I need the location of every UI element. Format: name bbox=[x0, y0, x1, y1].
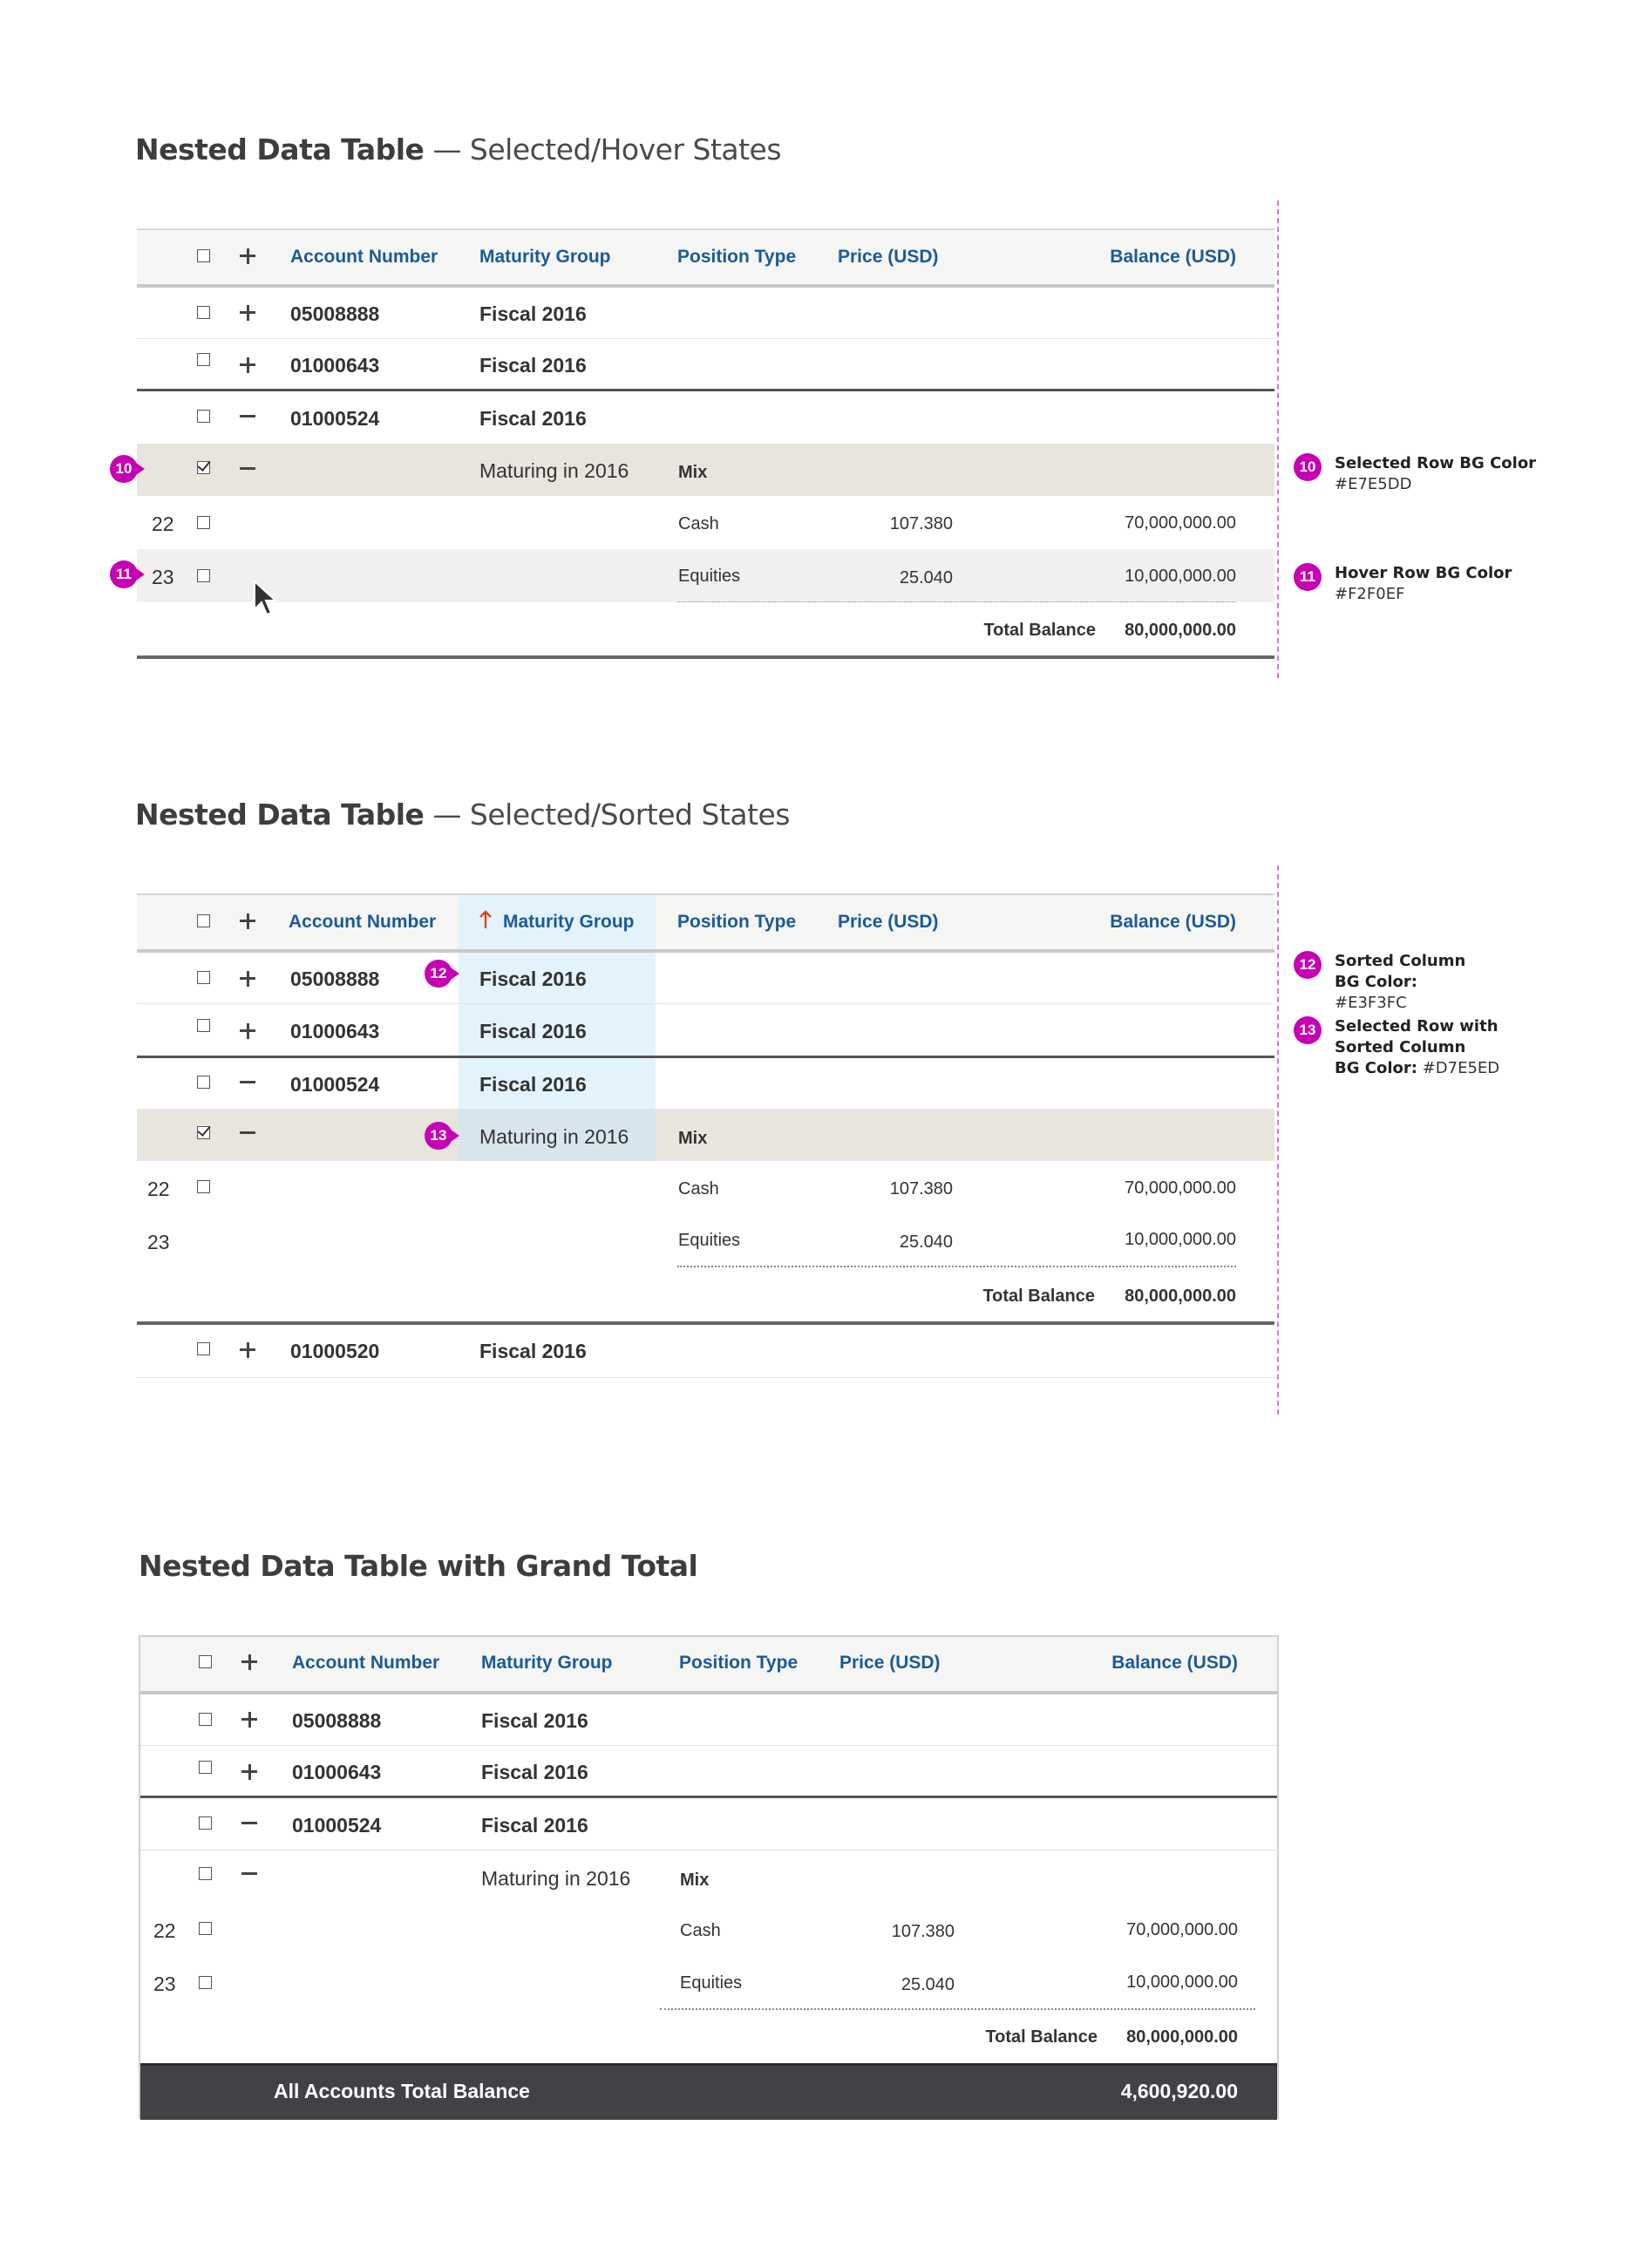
balance: 70,000,000.00 bbox=[1125, 1178, 1236, 1198]
position-type: Mix bbox=[678, 463, 708, 482]
row-checkbox[interactable] bbox=[197, 1342, 210, 1355]
section-title-grand-total bbox=[139, 1549, 697, 1583]
annotation-value: #D7E5ED bbox=[1422, 1059, 1500, 1077]
table-row-detail[interactable] bbox=[137, 496, 1274, 549]
maturity-group: Fiscal 2016 bbox=[479, 1340, 587, 1362]
subtotal-row bbox=[137, 1267, 1274, 1321]
table-header bbox=[137, 893, 1274, 951]
row-index: 22 bbox=[153, 1919, 176, 1942]
maturity-group: Fiscal 2016 bbox=[479, 1020, 587, 1042]
maturity-group: Fiscal 2016 bbox=[481, 1761, 588, 1783]
select-all-checkbox[interactable] bbox=[197, 249, 210, 262]
annotation-label: BG Color: bbox=[1335, 1059, 1417, 1077]
expand-all-icon[interactable] bbox=[239, 913, 256, 930]
maturity-group: Maturing in 2016 bbox=[479, 1125, 629, 1148]
annotation-value: #E7E5DD bbox=[1335, 475, 1412, 493]
header-position-type[interactable]: Position Type bbox=[677, 912, 797, 932]
guide-line bbox=[1277, 200, 1279, 678]
sort-ascending-arrow-icon[interactable] bbox=[479, 910, 493, 929]
header-maturity-group[interactable]: Maturity Group bbox=[503, 912, 635, 932]
annotation-label: Sorted Column bbox=[1335, 952, 1466, 970]
row-checkbox[interactable] bbox=[197, 1076, 210, 1089]
expand-icon[interactable] bbox=[239, 304, 256, 322]
row-checkbox[interactable] bbox=[199, 1816, 212, 1830]
collapse-icon[interactable] bbox=[239, 1124, 256, 1142]
subtotal-row bbox=[137, 603, 1274, 655]
table-row-expanded[interactable] bbox=[137, 391, 1274, 444]
account-number: 01000643 bbox=[290, 1020, 380, 1042]
row-checkbox[interactable] bbox=[197, 569, 210, 582]
title-rest: — Selected/Sorted States bbox=[424, 798, 791, 832]
maturity-group: Maturing in 2016 bbox=[479, 459, 629, 482]
expand-icon[interactable] bbox=[241, 1711, 258, 1728]
balance: 70,000,000.00 bbox=[1125, 513, 1236, 533]
table-row[interactable] bbox=[137, 953, 1274, 1004]
table-row-selected[interactable] bbox=[137, 1109, 1274, 1161]
row-index: 22 bbox=[152, 513, 174, 535]
row-checkbox[interactable] bbox=[197, 1180, 210, 1193]
account-number: 05008888 bbox=[290, 968, 380, 990]
nested-table-hover bbox=[137, 228, 1274, 664]
header-price[interactable]: Price (USD) bbox=[838, 247, 939, 267]
row-checkbox-checked[interactable] bbox=[197, 461, 210, 474]
table-header bbox=[140, 1637, 1277, 1691]
expand-all-icon[interactable] bbox=[241, 1653, 258, 1671]
nested-table-sorted bbox=[137, 893, 1274, 1382]
collapse-icon[interactable] bbox=[241, 1865, 258, 1883]
annotation-sorted-column bbox=[1335, 951, 1465, 1014]
header-balance[interactable]: Balance (USD) bbox=[1111, 1653, 1238, 1673]
maturity-group: Fiscal 2016 bbox=[479, 1073, 587, 1096]
select-all-checkbox[interactable] bbox=[197, 914, 210, 927]
position-type: Cash bbox=[678, 514, 719, 533]
grand-total-label: All Accounts Total Balance bbox=[274, 2080, 530, 2102]
collapse-icon[interactable] bbox=[239, 1074, 256, 1091]
badge-13: 13 bbox=[425, 1122, 452, 1150]
maturity-group: Fiscal 2016 bbox=[479, 968, 587, 990]
subtotal-row bbox=[140, 2010, 1277, 2062]
annotation-label: Sorted Column bbox=[1335, 1038, 1466, 1056]
total-value: 80,000,000.00 bbox=[1125, 1287, 1236, 1306]
annotation-selected-row bbox=[1335, 453, 1536, 495]
account-number: 01000520 bbox=[290, 1340, 380, 1362]
badge-11: 11 bbox=[110, 560, 138, 588]
expand-icon[interactable] bbox=[239, 970, 256, 988]
row-index: 22 bbox=[147, 1178, 170, 1200]
total-label: Total Balance bbox=[983, 621, 1096, 640]
title-bold: Nested Data Table bbox=[135, 798, 425, 832]
balance: 10,000,000.00 bbox=[1126, 1973, 1238, 1992]
header-maturity-group[interactable]: Maturity Group bbox=[479, 247, 611, 267]
maturity-group: Fiscal 2016 bbox=[479, 407, 587, 430]
table-header bbox=[137, 228, 1274, 286]
annotation-value: #E3F3FC bbox=[1335, 994, 1407, 1012]
nested-table-grand-total bbox=[139, 1635, 1279, 2119]
annotation-label: Hover Row BG Color bbox=[1335, 564, 1512, 582]
header-balance[interactable]: Balance (USD) bbox=[1110, 247, 1236, 267]
row-checkbox[interactable] bbox=[197, 516, 210, 529]
price: 107.380 bbox=[889, 1179, 953, 1199]
table-bottom-border bbox=[137, 655, 1274, 659]
header-account-number[interactable]: Account Number bbox=[292, 1653, 440, 1673]
header-position-type[interactable]: Position Type bbox=[679, 1653, 799, 1673]
maturity-group: Fiscal 2016 bbox=[479, 354, 587, 377]
annotation-label: Selected Row BG Color bbox=[1335, 454, 1537, 472]
annotation-label: Selected Row with bbox=[1335, 1017, 1498, 1036]
position-type: Mix bbox=[678, 1129, 708, 1148]
expand-icon[interactable] bbox=[241, 1763, 258, 1781]
annotation-badge-13: 13 bbox=[1294, 1016, 1322, 1044]
position-type: Equities bbox=[680, 1973, 743, 1993]
row-index: 23 bbox=[152, 566, 174, 588]
maturity-group: Fiscal 2016 bbox=[481, 1814, 588, 1837]
price: 107.380 bbox=[889, 514, 953, 533]
title-bold: Nested Data Table with Grand Total bbox=[139, 1549, 698, 1583]
expand-icon[interactable] bbox=[239, 356, 256, 374]
annotation-value: #F2F0EF bbox=[1335, 585, 1405, 603]
total-value: 80,000,000.00 bbox=[1125, 621, 1236, 640]
header-price[interactable]: Price (USD) bbox=[839, 1653, 941, 1673]
section-title-sorted bbox=[135, 798, 790, 832]
position-type: Mix bbox=[680, 1871, 710, 1890]
account-number: 05008888 bbox=[290, 302, 380, 325]
maturity-group: Maturing in 2016 bbox=[481, 1867, 631, 1890]
table-row[interactable] bbox=[137, 339, 1274, 389]
row-checkbox[interactable] bbox=[197, 971, 210, 984]
account-number: 01000643 bbox=[290, 354, 380, 377]
price: 25.040 bbox=[900, 1975, 955, 1994]
table-row-expanded[interactable] bbox=[137, 1058, 1274, 1109]
mouse-pointer-icon bbox=[253, 580, 279, 618]
maturity-group: Fiscal 2016 bbox=[481, 1709, 588, 1732]
balance: 70,000,000.00 bbox=[1126, 1920, 1238, 1939]
subtotal-divider bbox=[677, 601, 1236, 602]
row-checkbox[interactable] bbox=[199, 1761, 212, 1774]
section-title-hover bbox=[135, 132, 781, 166]
row-checkbox[interactable] bbox=[199, 1713, 212, 1726]
table-row-detail[interactable] bbox=[140, 1903, 1277, 1955]
position-type: Cash bbox=[680, 1921, 721, 1940]
guide-line bbox=[1277, 866, 1279, 1415]
position-type: Equities bbox=[678, 1231, 741, 1250]
table-row[interactable] bbox=[140, 1694, 1277, 1746]
account-number: 01000643 bbox=[292, 1761, 382, 1783]
header-position-type[interactable]: Position Type bbox=[677, 247, 797, 267]
account-number: 01000524 bbox=[290, 1073, 380, 1096]
table-row-detail[interactable] bbox=[137, 1161, 1274, 1213]
total-label: Total Balance bbox=[982, 1287, 1095, 1306]
annotation-hover-row bbox=[1335, 563, 1512, 605]
table-row-expanded[interactable] bbox=[140, 1798, 1277, 1850]
collapse-icon[interactable] bbox=[239, 408, 256, 425]
row-index: 23 bbox=[153, 1973, 176, 1995]
balance: 10,000,000.00 bbox=[1125, 567, 1236, 586]
badge-12: 12 bbox=[425, 960, 452, 988]
table-row-detail[interactable] bbox=[137, 1213, 1274, 1266]
price: 107.380 bbox=[891, 1922, 955, 1941]
header-account-number[interactable]: Account Number bbox=[289, 912, 437, 932]
select-all-checkbox[interactable] bbox=[199, 1655, 212, 1668]
table-row-subgroup[interactable] bbox=[140, 1850, 1277, 1903]
position-type: Equities bbox=[678, 567, 741, 586]
row-checkbox[interactable] bbox=[197, 1019, 210, 1032]
badge-10: 10 bbox=[110, 455, 138, 483]
row-checkbox[interactable] bbox=[197, 306, 210, 319]
header-price[interactable]: Price (USD) bbox=[838, 912, 939, 932]
expand-icon[interactable] bbox=[239, 1341, 256, 1359]
header-balance[interactable]: Balance (USD) bbox=[1110, 912, 1236, 932]
expand-all-icon[interactable] bbox=[239, 248, 256, 265]
annotation-label: BG Color: bbox=[1335, 973, 1417, 991]
annotation-badge-12: 12 bbox=[1294, 951, 1322, 979]
position-type: Cash bbox=[678, 1179, 719, 1199]
row-checkbox[interactable] bbox=[199, 1922, 212, 1935]
annotation-badge-10: 10 bbox=[1294, 453, 1322, 481]
header-account-number[interactable]: Account Number bbox=[290, 247, 438, 267]
row-index: 23 bbox=[147, 1231, 170, 1253]
grand-total-value: 4,600,920.00 bbox=[1120, 2080, 1238, 2102]
collapse-icon[interactable] bbox=[239, 460, 256, 478]
table-row[interactable] bbox=[137, 288, 1274, 339]
row-checkbox[interactable] bbox=[197, 353, 210, 366]
row-checkbox-checked[interactable] bbox=[197, 1126, 210, 1139]
total-value: 80,000,000.00 bbox=[1126, 2027, 1238, 2047]
header-maturity-group[interactable]: Maturity Group bbox=[481, 1653, 613, 1673]
table-row[interactable] bbox=[140, 1746, 1277, 1796]
row-checkbox[interactable] bbox=[197, 410, 210, 423]
table-row[interactable] bbox=[137, 1004, 1274, 1056]
account-number: 05008888 bbox=[292, 1709, 382, 1732]
account-number: 01000524 bbox=[290, 407, 380, 430]
account-number: 01000524 bbox=[292, 1814, 382, 1837]
annotation-badge-11: 11 bbox=[1294, 563, 1322, 591]
price: 25.040 bbox=[899, 568, 953, 587]
table-row-selected[interactable] bbox=[137, 444, 1274, 496]
table-row[interactable] bbox=[137, 1325, 1274, 1378]
annotation-selected-sorted bbox=[1335, 1016, 1499, 1079]
table-row-hover[interactable] bbox=[137, 549, 1274, 602]
title-rest: — Selected/Hover States bbox=[424, 132, 782, 166]
maturity-group: Fiscal 2016 bbox=[479, 302, 587, 325]
row-checkbox[interactable] bbox=[199, 1976, 212, 1989]
table-row-detail[interactable] bbox=[140, 1955, 1277, 2008]
expand-icon[interactable] bbox=[239, 1022, 256, 1040]
balance: 10,000,000.00 bbox=[1125, 1230, 1236, 1249]
price: 25.040 bbox=[899, 1232, 953, 1252]
grand-total-row bbox=[140, 2063, 1277, 2120]
collapse-icon[interactable] bbox=[241, 1815, 258, 1832]
total-label: Total Balance bbox=[985, 2027, 1098, 2047]
row-checkbox[interactable] bbox=[199, 1867, 212, 1880]
title-bold: Nested Data Table bbox=[135, 132, 425, 166]
